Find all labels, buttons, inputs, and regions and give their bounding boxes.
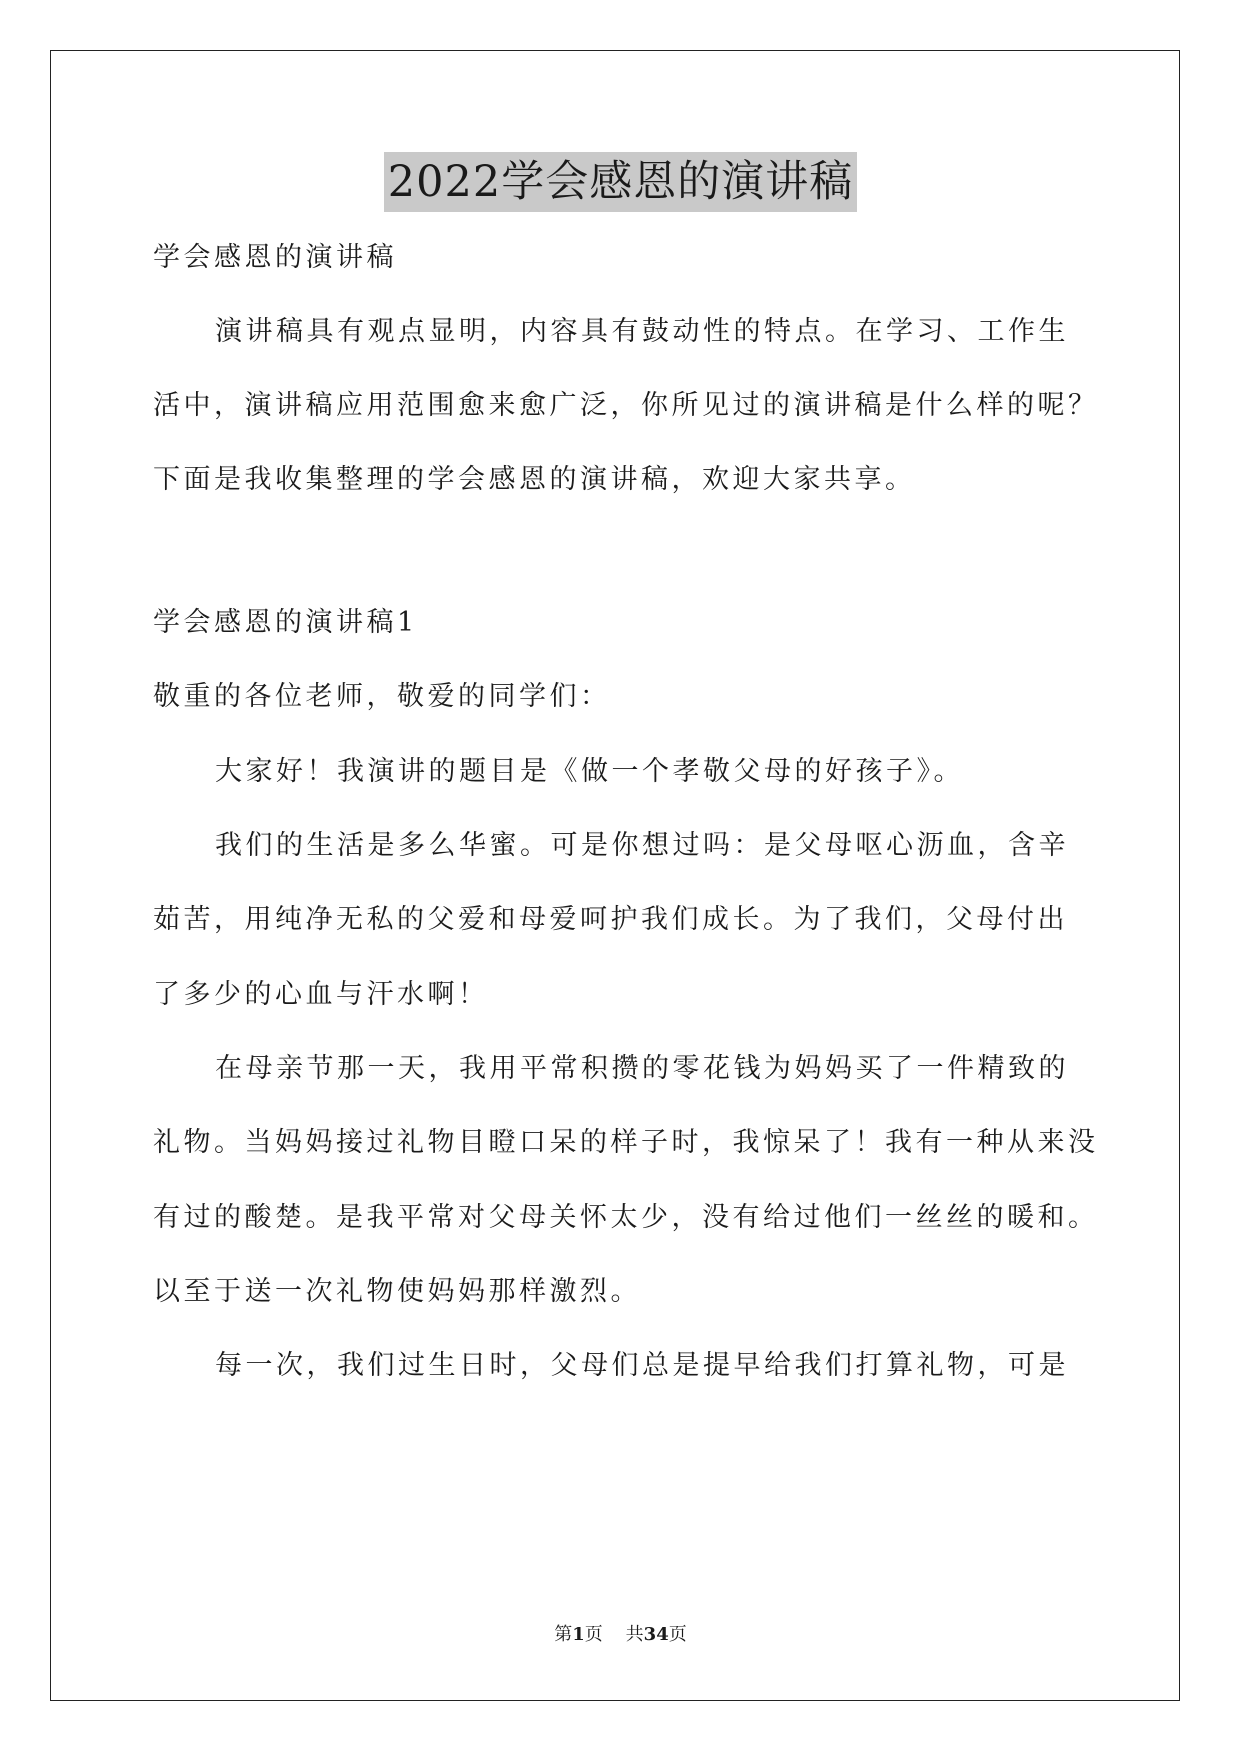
- salutation-line: 敬重的各位老师，敬爱的同学们：: [153, 681, 611, 712]
- document-title-text: 2022学会感恩的演讲稿: [384, 152, 857, 212]
- page-footer: [0, 1622, 1241, 1648]
- paragraph-line: 以至于送一次礼物使妈妈那样激烈。: [153, 1276, 641, 1307]
- paragraph-line: 我们的生活是多么华蜜。可是你想过吗：是父母呕心沥血，含辛: [215, 830, 1069, 861]
- paragraph-line: 活中，演讲稿应用范围愈来愈广泛，你所见过的演讲稿是什么样的呢？: [153, 390, 1099, 421]
- page-border: [50, 50, 1180, 1701]
- paragraph-line: 每一次，我们过生日时，父母们总是提早给我们打算礼物，可是: [215, 1350, 1069, 1381]
- paragraph-line: 有过的酸楚。是我平常对父母关怀太少，没有给过他们一丝丝的暖和。: [153, 1202, 1099, 1233]
- footer-total-prefix: 共: [625, 1624, 644, 1645]
- paragraph-line: 大家好！我演讲的题目是《做一个孝敬父母的好孩子》。: [215, 756, 964, 787]
- footer-total-suffix: 页: [668, 1624, 687, 1645]
- paragraph-line: 演讲稿具有观点显明，内容具有鼓动性的特点。在学习、工作生: [215, 316, 1069, 347]
- section-heading: 学会感恩的演讲稿: [153, 242, 397, 273]
- paragraph-line: 在母亲节那一天，我用平常积攒的零花钱为妈妈买了一件精致的: [215, 1053, 1069, 1084]
- footer-page-number: 1: [572, 1624, 585, 1645]
- paragraph-line: 礼物。当妈妈接过礼物目瞪口呆的样子时，我惊呆了！我有一种从来没: [153, 1127, 1099, 1158]
- paragraph-line: 了多少的心血与汗水啊！: [153, 979, 489, 1010]
- footer-page-prefix: 第: [554, 1624, 573, 1645]
- paragraph-line: 茹苦，用纯净无私的父爱和母爱呵护我们成长。为了我们，父母付出: [153, 904, 1068, 935]
- footer-total-pages: 34: [643, 1624, 669, 1645]
- paragraph-line: 下面是我收集整理的学会感恩的演讲稿，欢迎大家共享。: [153, 464, 916, 495]
- document-title: [0, 152, 1241, 212]
- section-heading: 学会感恩的演讲稿1: [153, 607, 418, 638]
- footer-page-suffix: 页: [584, 1624, 603, 1645]
